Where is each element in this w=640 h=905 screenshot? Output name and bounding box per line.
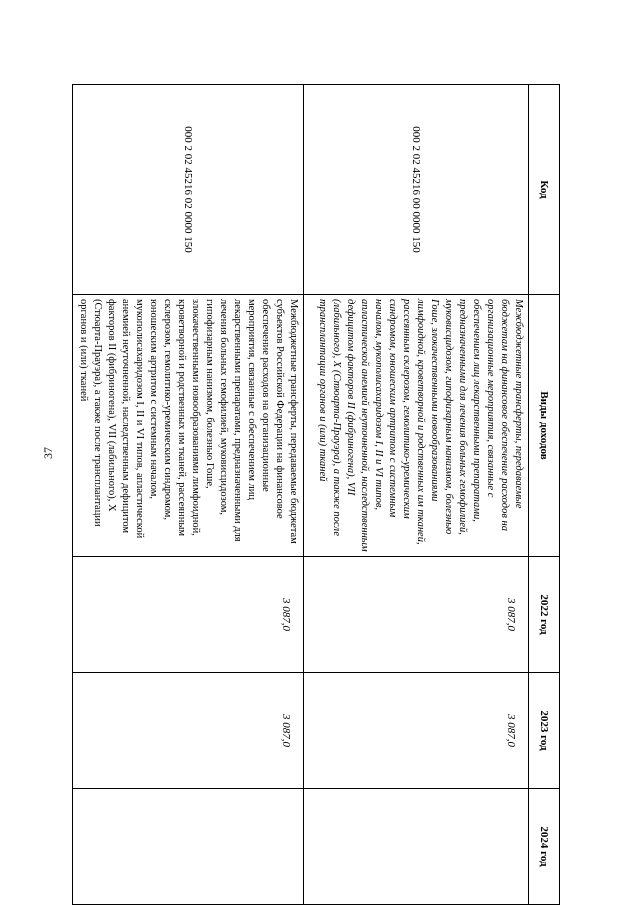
row-amount-2022: 3 087,0 — [304, 557, 529, 673]
row-description: Межбюджетные трансферты, передаваемые бюджетам на финансовое обеспечение расходов на организационные мероприятия, связанные с обеспечением лиц лекарственными препаратами, предназначенными для лечения больных гемофилией, муковисцидозом, гипофизарным нанизмом, болезнью Гоше, злокачественными новообразованиями лимфоидной, кроветворной и родственных им тканей, рассеянным склерозом, гемолитико-уремическим синдромом, юношеским артритом с системным началом, мукополисахаридозом I, II и VI типов, апластической анемией неуточненной, наследственным дефицитом факторов II (фибриногена), VII (лабильного), X (Стюарта-Прауэра), а также после трансплантации органов и (или) тканей — [304, 295, 529, 557]
row-description: Межбюджетные трансферты, передаваемые бюджетам субъектов Российской Федерации на финансовое обеспечение расходов на организационные мероприятия, связанные с обеспечением лиц лекарственными препаратами, предназначенными для лечения больных гемофилией, муковисцидозом, гипофизарным нанизмом, болезнью Гоше, злокачественными новообразованиями лимфоидной, кроветворной и родственных им тканей, рассеянным склерозом, гемолитико-уремическим синдромом, юношеским артритом с системным началом, мукополисахаридозом I, II и VI типов, апластической анемией неуточненной, наследственным дефицитом факторов II (фибриногена), VII (лабильного), X (Стюарта-Прауэра), а также после трансплантации органов и (или) тканей — [73, 295, 304, 557]
header-code: Код — [529, 85, 560, 295]
row-amount-2024 — [73, 789, 304, 905]
row-code: 000 2 02 45216 00 0000 150 — [304, 85, 529, 295]
header-year-2023: 2023 год — [529, 673, 560, 789]
row-amount-2023: 3 087,0 — [304, 673, 529, 789]
header-income-types: Виды доходов — [529, 295, 560, 557]
row-amount-2023: 3 087,0 — [73, 673, 304, 789]
page-number: 37 — [41, 447, 55, 459]
income-table — [72, 84, 560, 905]
row-amount-2022: 3 087,0 — [73, 557, 304, 673]
table-row — [304, 85, 529, 905]
header-year-2024: 2024 год — [529, 789, 560, 905]
header-year-2022: 2022 год — [529, 557, 560, 673]
row-code: 000 2 02 45216 02 0000 150 — [73, 85, 304, 295]
income-table-container — [80, 84, 560, 904]
row-amount-2024 — [304, 789, 529, 905]
table-row — [73, 85, 304, 905]
table-header-row — [529, 85, 560, 905]
